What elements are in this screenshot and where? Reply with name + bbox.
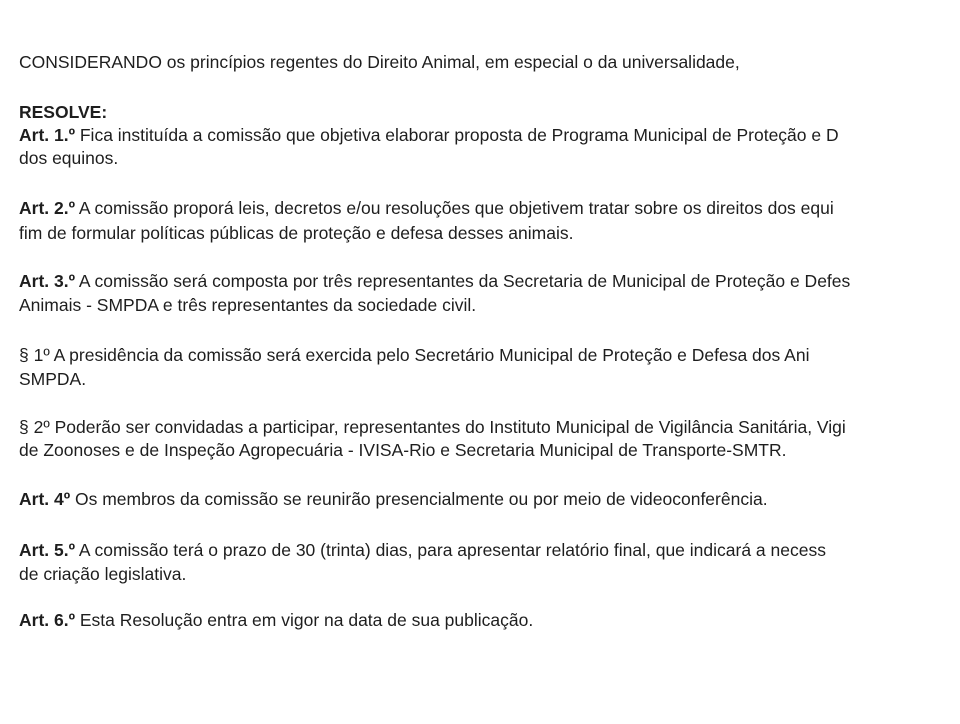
par2-line2: de Zoonoses e de Inspeção Agropecuária - IVISA-Rio e Secretaria Municipal de Transporte-SMTR. xyxy=(19,440,787,460)
art2-text-1: A comissão proporá leis, decretos e/ou resoluções que objetivem tratar sobre os direitos dos equi xyxy=(75,198,834,218)
art6-label: Art. 6.º xyxy=(19,610,75,630)
par1-line1: § 1º A presidência da comissão será exercida pelo Secretário Municipal de Proteção e Defesa dos Ani xyxy=(19,345,810,365)
art3-label: Art. 3.º xyxy=(19,271,75,291)
resolve-heading: RESOLVE: xyxy=(19,102,108,122)
art6-text-1: Esta Resolução entra em vigor na data de sua publicação. xyxy=(75,610,534,630)
art2-line1 xyxy=(19,197,834,219)
art5-line1 xyxy=(19,539,826,561)
considerando-text: CONSIDERANDO os princípios regentes do Direito Animal, em especial o da universalidade, xyxy=(19,52,740,72)
art4-label: Art. 4º xyxy=(19,489,71,509)
art4-text-1: Os membros da comissão se reunirão presencialmente ou por meio de videoconferência. xyxy=(70,489,768,509)
considerando-paragraph xyxy=(19,51,740,73)
art3-line2: Animais - SMPDA e três representantes da sociedade civil. xyxy=(19,295,477,315)
art5-text-1: A comissão terá o prazo de 30 (trinta) dias, para apresentar relatório final, que indicará a necess xyxy=(75,540,826,560)
art1-line1 xyxy=(19,124,839,146)
art2-label: Art. 2.º xyxy=(19,198,75,218)
art3-text-1: A comissão será composta por três representantes da Secretaria de Municipal de Proteção e Defes xyxy=(75,271,851,291)
art5-label: Art. 5.º xyxy=(19,540,75,560)
par2-line1: § 2º Poderão ser convidadas a participar, representantes do Instituto Municipal de Vigilância Sanitária, Vigi xyxy=(19,417,846,437)
art1-label: Art. 1.º xyxy=(19,125,75,145)
art6-line1 xyxy=(19,609,533,631)
art5-line2: de criação legislativa. xyxy=(19,564,187,584)
art3-line1 xyxy=(19,270,850,292)
art1-line2: dos equinos. xyxy=(19,148,119,168)
art4-line1 xyxy=(19,488,768,510)
par1-line2: SMPDA. xyxy=(19,369,87,389)
art1-text-1: Fica instituída a comissão que objetiva elaborar proposta de Programa Municipal de Proteção e D xyxy=(75,125,839,145)
art2-line2: fim de formular políticas públicas de proteção e defesa desses animais. xyxy=(19,223,574,243)
